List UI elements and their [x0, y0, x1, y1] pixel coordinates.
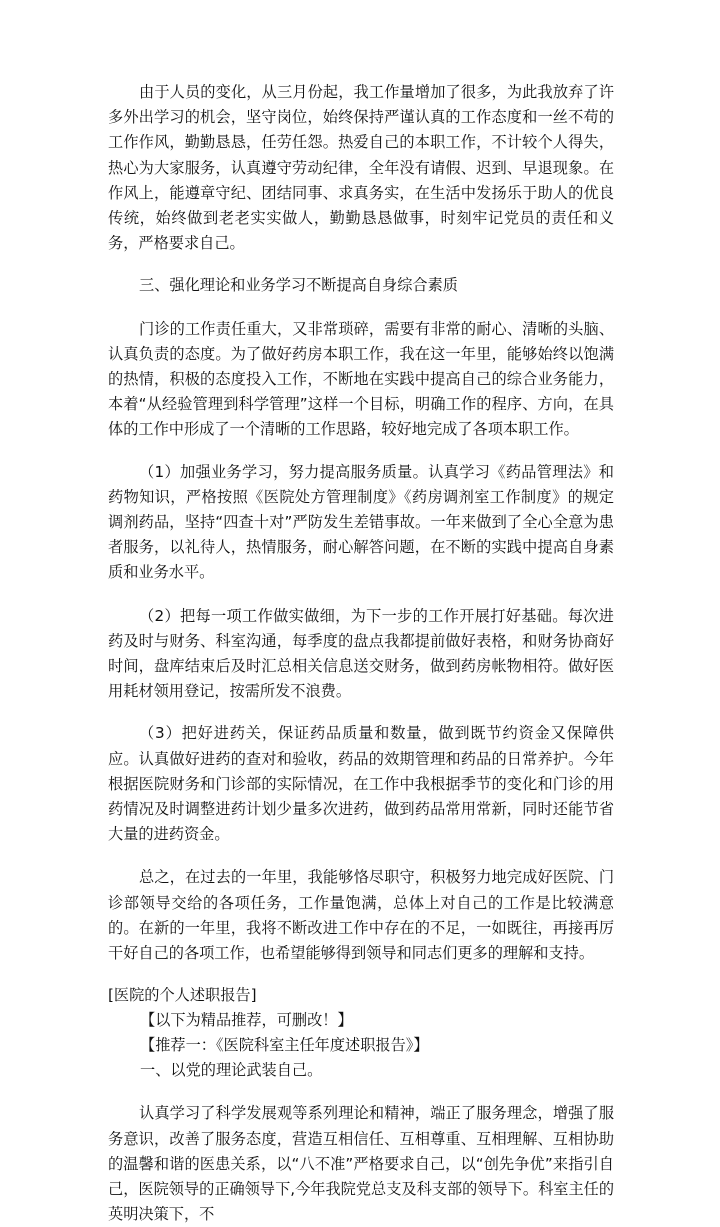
paragraph-item-3: （3）把好进药关，保证药品质量和数量，做到既节约资金又保障供应。认真做好进药的查对和验收，药品的效期管理和药品的日常养护。今年根据医院财务和门诊部的实际情况，在工作中我根据季节的变化和门诊的用药情况及时调整进药计划少量多次进药，做到药品常用常新，同时还能节省大量的进药资金。 [108, 724, 614, 844]
section-heading-three: 三、强化理论和业务学习不断提高自身综合素质 [139, 276, 458, 295]
section-one-heading: 一、以党的理论武装自己。 [140, 1061, 323, 1080]
recommend-note: 【以下为精品推荐，可删改！】 [140, 1011, 353, 1030]
document-page [108, 80, 614, 1227]
paragraph-party-theory: 认真学习了科学发展观等系列理论和精神，端正了服务理念，增强了服务意识，改善了服务态度，营造互相信任、互相尊重、互相理解、互相协助的温馨和谐的医患关系，以“八不准”严格要求自己，以“创先争优”来指引自己，医院领导的正确领导下,今年我院党总支及科支部的领导下。科室主任的英明决策下，不 [108, 1104, 615, 1224]
paragraph-item-2: （2）把每一项工作做实做细，为下一步的工作开展打好基础。每次进药及时与财务、科室沟通，每季度的盘点我都提前做好表格，和财务协商好时间，盘库结束后及时汇总相关信息送交财务，做到药房帐物相符。做好医用耗材领用登记，按需所发不浪费。 [108, 606, 614, 701]
recommend-one: 【推荐一：《医院科室主任年度述职报告》】 [140, 1036, 429, 1055]
paragraph-workload: 由于人员的变化，从三月份起，我工作量增加了很多，为此我放弃了许多外出学习的机会，坚守岗位，始终保持严谨认真的工作态度和一丝不苟的工作作风，勤勤恳恳，任劳任怨。热爱自己的本职工作，不计较个人得失，热心为大家服务，认真遵守劳动纪律，全年没有请假、迟到、早退现象。在作风上，能遵章守纪、团结同事、求真务实，在生活中发扬乐于助人的优良传统，始终做到老老实实做人，勤勤恳恳做事，时刻牢记党员的责任和义务，严格要求自己。 [108, 83, 614, 253]
paragraph-summary: 总之，在过去的一年里，我能够恪尽职守，积极努力地完成好医院、门诊部领导交给的各项任务，工作量饱满，总体上对自己的工作是比较满意的。在新的一年里，我将不断改进工作中存在的不足，一如既往，再接再厉干好自己的各项工作，也希望能够得到领导和同志们更多的理解和支持。 [108, 868, 614, 963]
paragraph-outpatient-duty: 门诊的工作责任重大，又非常琐碎，需要有非常的耐心、清晰的头脑、认真负责的态度。为了做好药房本职工作，我在这一年里，能够始终以饱满的热情，积极的态度投入工作，不断地在实践中提高自己的综合业务能力，本着“从经验管理到科学管理”这样一个目标，明确工作的程序、方向，在具体的工作中形成了一个清晰的工作思路，较好地完成了各项本职工作。 [108, 319, 614, 439]
paragraph-item-1: （1）加强业务学习，努力提高服务质量。认真学习《药品管理法》和药物知识，严格按照《医院处方管理制度》《药房调剂室工作制度》的规定调剂药品，坚持“四查十对”严防发生差错事故。一年来做到了全心全意为患者服务，以礼待人，热情服务，耐心解答问题，在不断的实践中提高自身素质和业务水平。 [108, 462, 614, 582]
report-title-bracket: [医院的个人述职报告] [108, 986, 257, 1005]
